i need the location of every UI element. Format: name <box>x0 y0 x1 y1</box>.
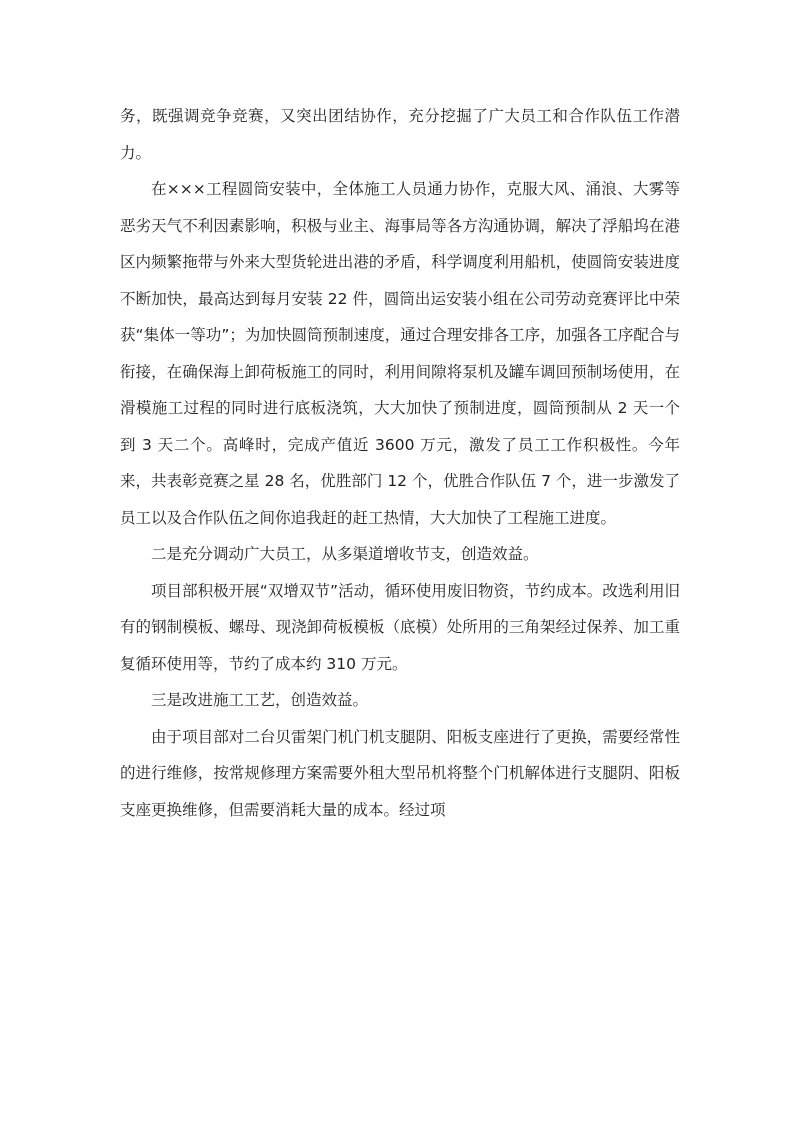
paragraph-5-heading: 三是改进施工工艺，创造效益。 <box>151 691 369 709</box>
paragraph-2: 在×××工程圆筒安装中，全体施工人员通力协作，克服大风、涌浪、大雾等恶劣天气不利因素影响，积极与业主、海事局等各方沟通协调，解决了浮船坞在港区内频繁拖带与外来大型货轮进出港的矛盾，科学调度利用船机，使圆筒安装进度不断加快，最高达到每月安装 22 件，圆筒出运安装小组在公司劳动竞赛评比中荣获“集体一等功”；为加快圆筒预制速度，通过合理安排各工序，加强各工序配合与衔接，在确保海上卸荷板施工的同时，利用间隙将泵机及罐车调回预制场使用，在滑模施工过程的同时进行底板浇筑，大大加快了预制进度，圆筒预制从 2 天一个到 3 天二个。高峰时，完成产值近 3600 万元，激发了员工工作积极性。今年来，共表彰竞赛之星 28 名，优胜部门 12 个，优胜合作队伍 7 个，进一步激发了员工以及合作队伍之间你追我赶的赶工热情，大大加快了工程施工进度。 <box>120 180 680 527</box>
paragraph-4: 项目部积极开展“双增双节”活动，循环使用废旧物资，节约成本。改选利用旧有的钢制模板、螺母、现浇卸荷板模板（底模）处所用的三角架经过保养、加工重复循环使用等，节约了成本约 310 万元。 <box>120 581 680 673</box>
body-text <box>120 98 680 828</box>
paragraph-1: 务，既强调竞争竞赛，又突出团结协作，充分挖掘了广大员工和合作队伍工作潜力。 <box>120 107 680 162</box>
paragraph-3-heading: 二是充分调动广大员工，从多渠道增收节支，创造效益。 <box>151 545 539 563</box>
paragraph-6: 由于项目部对二台贝雷架门机门机支腿阴、阳板支座进行了更换，需要经常性的进行维修，按常规修理方案需要外租大型吊机将整个门机解体进行支腿阴、阳板支座更换维修，但需要消耗大量的成本。经过项 <box>120 727 680 819</box>
